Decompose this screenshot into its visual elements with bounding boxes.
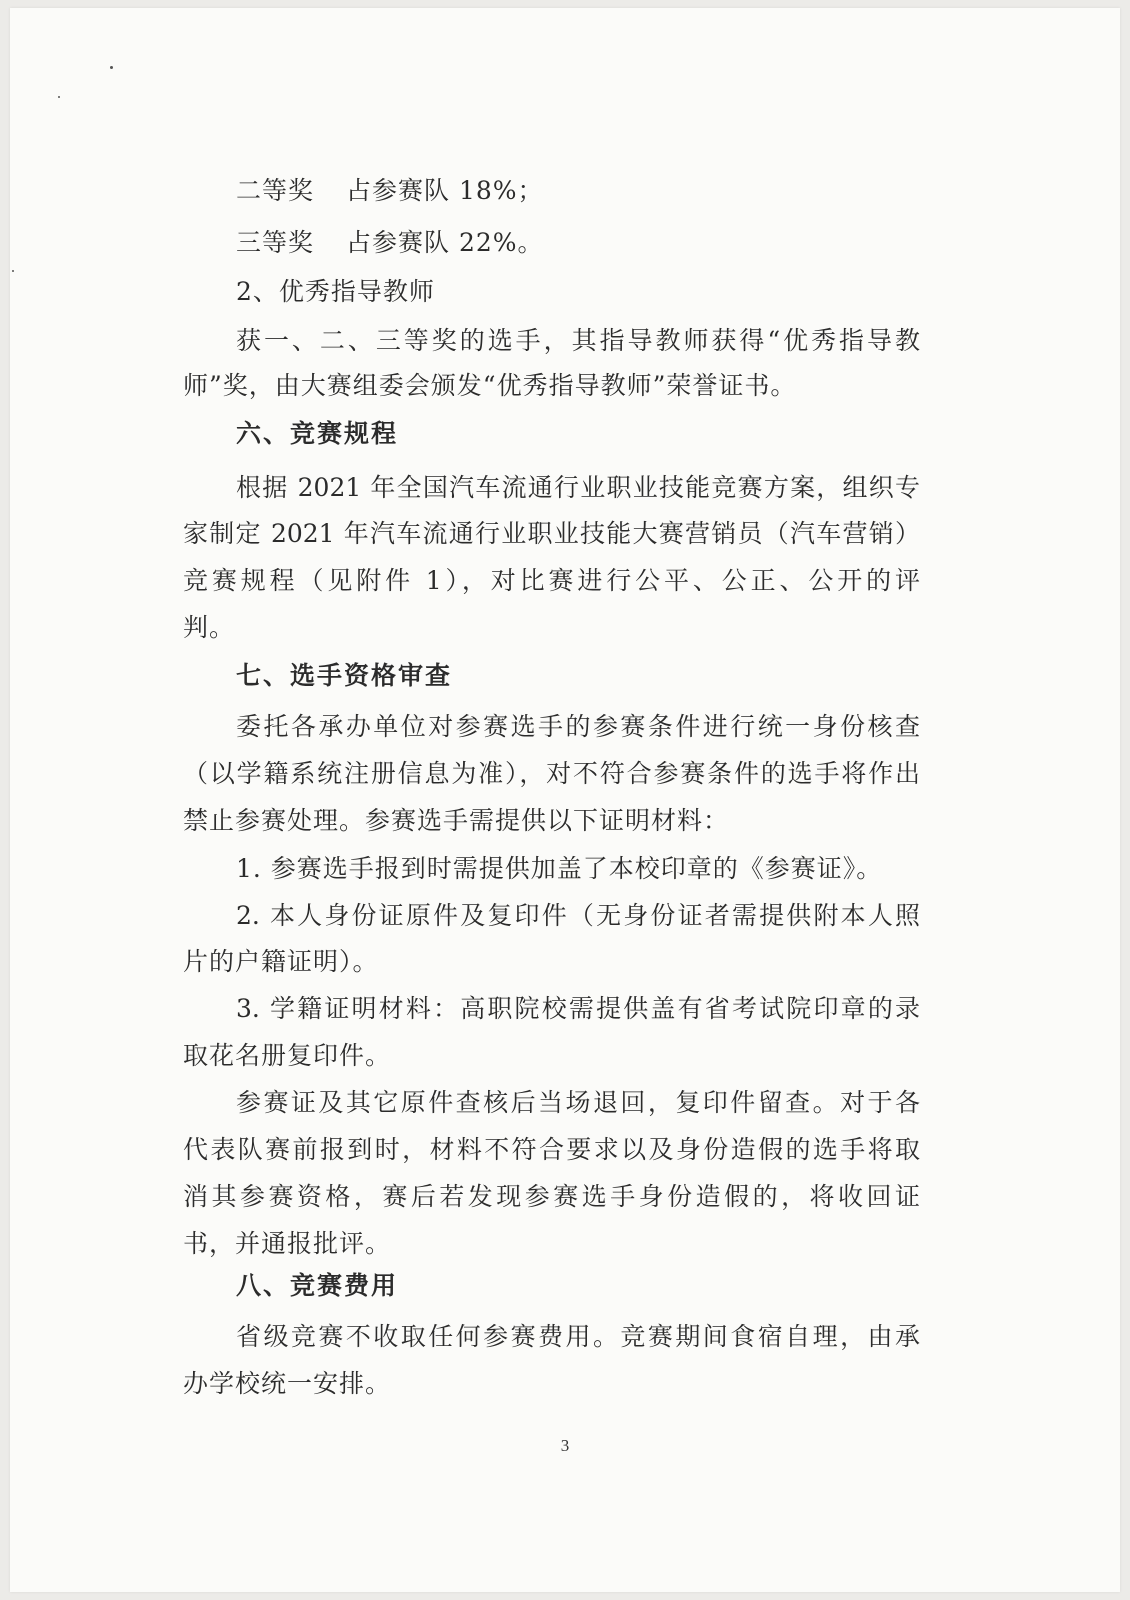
list-item: 3. 学籍证明材料：高职院校需提供盖有省考试院印章的录 (236, 994, 920, 1023)
document-page (10, 8, 1120, 1592)
scan-speck (58, 96, 60, 98)
award-line-second (236, 175, 544, 207)
paragraph-line: 参赛证及其它原件查核后当场退回，复印件留查。对于各 (236, 1088, 920, 1117)
scan-speck (110, 66, 113, 69)
list-item-continuation: 片的户籍证明）。 (183, 947, 379, 976)
paragraph-line: 委托各承办单位对参赛选手的参赛条件进行统一身份核查 (236, 712, 920, 741)
paragraph-line: 办学校统一安排。 (183, 1369, 392, 1398)
paragraph-line: （以学籍系统注册信息为准），对不符合参赛条件的选手将作出 (183, 759, 920, 788)
list-item: 1. 参赛选手报到时需提供加盖了本校印章的《参赛证》。 (236, 854, 883, 883)
paragraph-line: 代表队赛前报到时，材料不符合要求以及身份造假的选手将取 (183, 1135, 920, 1164)
paragraph-line: 省级竞赛不收取任何参赛费用。竞赛期间食宿自理，由承 (236, 1322, 920, 1351)
paragraph-line: 获一、二、三等奖的选手，其指导教师获得“优秀指导教 (236, 326, 920, 355)
section-6-heading: 六、竞赛规程 (236, 419, 399, 448)
award-second-label: 二等奖 (236, 176, 315, 205)
paragraph-line: 书，并通报批评。 (183, 1229, 392, 1258)
section-7-heading: 七、选手资格审查 (236, 661, 453, 690)
award-second-share: 占参赛队 18%； (346, 176, 544, 205)
list-item-continuation: 取花名册复印件。 (183, 1041, 392, 1070)
award-teacher-title: 2、优秀指导教师 (236, 277, 435, 306)
paragraph-line: 消其参赛资格，赛后若发现参赛选手身份造假的，将收回证 (183, 1182, 920, 1211)
paragraph-line: 根据 2021 年全国汽车流通行业职业技能竞赛方案，组织专 (236, 473, 920, 502)
award-line-third (236, 227, 544, 259)
paragraph-line: 禁止参赛处理。参赛选手需提供以下证明材料： (183, 806, 730, 835)
award-third-share: 占参赛队 22%。 (346, 228, 544, 257)
award-third-label: 三等奖 (236, 228, 315, 257)
section-8-heading: 八、竞赛费用 (236, 1271, 399, 1300)
paragraph-line: 家制定 2021 年汽车流通行业职业技能大赛营销员（汽车营销） (183, 519, 920, 548)
scan-speck (12, 270, 14, 272)
paragraph-line: 竞赛规程（见附件 1），对比赛进行公平、公正、公开的评 (183, 566, 920, 595)
page-number: 3 (560, 1436, 570, 1455)
list-item: 2. 本人身份证原件及复印件（无身份证者需提供附本人照 (236, 901, 920, 930)
paragraph-line: 判。 (183, 613, 236, 642)
paragraph-line: 师”奖，由大赛组委会颁发“优秀指导教师”荣誉证书。 (183, 371, 797, 400)
